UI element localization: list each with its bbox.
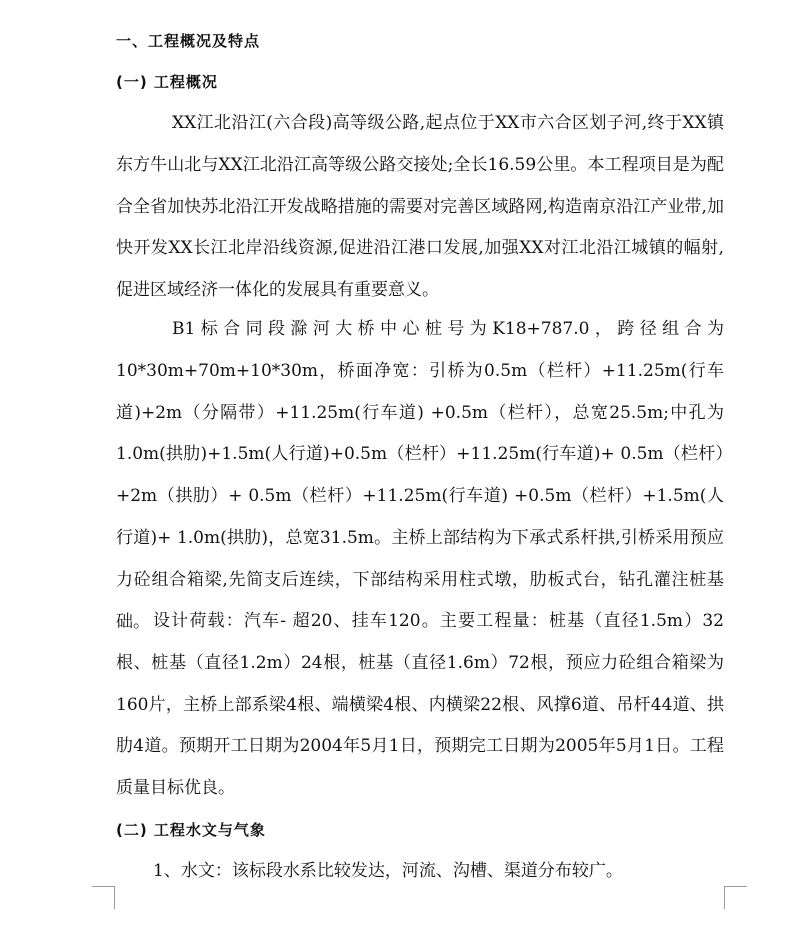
subsection-heading-hydrology: (二) 工程水文与气象 bbox=[116, 821, 266, 839]
paragraph-design-load: 设计荷载：汽车- 超20、挂车120。主要工程量：桩基（直径1.5m）32根、桩基（直径1.2m）24根，桩基（直径1.6m）72根，预应力砼组合箱梁为160片，主桥上部系梁4根、端横梁4根、内横梁22根、风撑6道、吊杆44道、拱肋4道。预期开工日期为2004年5月1日，预期完工日期为2005年5月1日。工程质量目标优良。 bbox=[116, 611, 724, 799]
margin-corner-mark-left bbox=[92, 886, 115, 909]
paragraph-bridge-details: B1标合同段滁河大桥中心桩号为K18+787.0，跨径组合为10*30m+70m+10*30m，桥面净宽：引桥为0.5m（栏杆）+11.25m(行车道)+2m（分隔带）+11.25m(行车道) +0.5m（栏杆），总宽25.5m;中孔为1.0m(拱肋)+1.5m(人行道)+0.5m（栏杆）+11.25m(行车道)+ 0.5m（栏杆）+2m（拱肋）+ 0.5m（栏杆）+11.25m(行车道) +0.5m（栏杆）+1.5m(人行道)+ 1.0m(拱肋)，总宽31.5m。主桥上部结构为下承式系杆拱,引桥采用预应力砼组合箱梁,先简支后连续，下部结构采用柱式墩，肋板式台，钻孔灌注桩基础。 bbox=[116, 319, 724, 632]
margin-corner-mark-right bbox=[724, 886, 747, 909]
paragraph-hydrology: 1、水文：该标段水系比较发达，河流、沟槽、渠道分布较广。 bbox=[153, 861, 623, 881]
section-heading: 一、工程概况及特点 bbox=[116, 32, 261, 50]
paragraph-project-overview: XX江北沿江(六合段)高等级公路,起点位于XX市六合区划子河,终于XX镇东方牛山北与XX江北沿江高等级公路交接处;全长16.59公里。本工程项目是为配合全省加快苏北沿江开发战略措施的需要对完善区域路网,构造南京沿江产业带,加快开发XX长江北岸沿线资源,促进沿江港口发展,加强XX对江北沿江城镇的幅射,促进区域经济一体化的发展具有重要意义。 bbox=[116, 113, 724, 301]
subsection-heading-overview: (一) 工程概况 bbox=[116, 73, 218, 91]
